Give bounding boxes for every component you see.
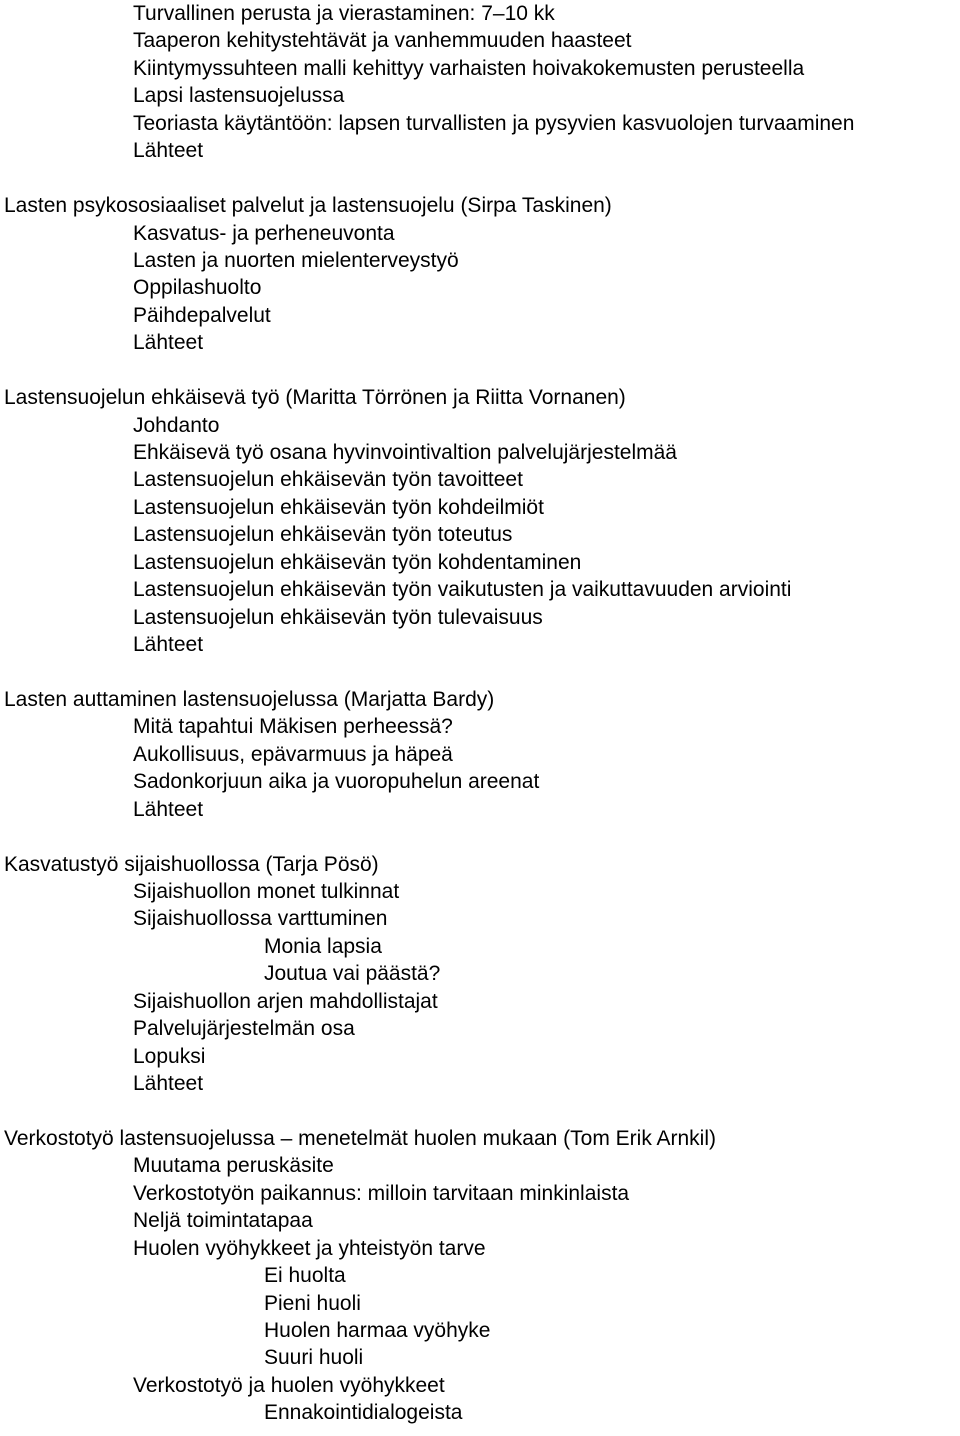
toc-subentry-huolen-harmaa-vyohyke: Huolen harmaa vyöhyke	[264, 1319, 491, 1342]
toc-entry-teoriasta-kaytantoon-lapsen-turvallisten: Teoriasta käytäntöön: lapsen turvallisten ja pysyvien kasvuolojen turvaaminen	[133, 111, 855, 135]
toc-section	[0, 384, 960, 658]
toc-entry-kiintymyssuhteen-malli-kehittyy-varhaist: Kiintymyssuhteen malli kehittyy varhaisten hoivakokemusten perusteella	[133, 56, 805, 80]
toc-entry-lastensuojelun-ehkaisevan-tyon-kohdeilmi: Lastensuojelun ehkäisevän työn kohdeilmiöt	[133, 495, 544, 519]
toc-entry-palvelujarjestelman-osa: Palvelujärjestelmän osa	[133, 1017, 355, 1041]
toc-entry-lastensuojelun-ehkaisevan-tyon-toteutus: Lastensuojelun ehkäisevän työn toteutus	[133, 523, 513, 547]
toc-entry-lasten-ja-nuorten-mielenterveystyo: Lasten ja nuorten mielenterveystyö	[133, 248, 459, 272]
toc-entry-lahteet: Lähteet	[133, 797, 204, 821]
toc-section	[0, 1125, 960, 1427]
toc-entry-mita-tapahtui-makisen-perheessa: Mitä tapahtui Mäkisen perheessä?	[133, 715, 453, 739]
toc-section	[0, 686, 960, 823]
toc-entry-taaperon-kehitystehtavat-ja-vanhemmuuden: Taaperon kehitystehtävät ja vanhemmuuden haasteet	[133, 29, 632, 53]
toc-entry-kasvatus-ja-perheneuvonta: Kasvatus- ja perheneuvonta	[133, 221, 395, 245]
toc-entry-sijaishuollon-monet-tulkinnat: Sijaishuollon monet tulkinnat	[133, 880, 400, 903]
toc-entry-lastensuojelun-ehkaisevan-tyon-tavoittee: Lastensuojelun ehkäisevän työn tavoitteet	[133, 468, 523, 492]
toc-subentry-ei-huolta: Ei huolta	[264, 1264, 346, 1288]
toc-entry-muutama-peruskasite: Muutama peruskäsite	[133, 1154, 334, 1178]
toc-section	[0, 851, 960, 1098]
toc-entry-lopuksi: Lopuksi	[133, 1044, 206, 1068]
toc-subentry-joutua-vai-paasta: Joutua vai päästä?	[264, 962, 441, 986]
toc-entry-aukollisuus-epavarmuus-ja-hapea: Aukollisuus, epävarmuus ja häpeä	[133, 742, 453, 766]
toc-entry-sadonkorjuun-aika-ja-vuoropuhelun-areena: Sadonkorjuun aika ja vuoropuhelun areenat	[133, 770, 540, 794]
toc-entry-lahteet: Lähteet	[133, 139, 204, 163]
toc-subentry-ennakointidialogeista: Ennakointidialogeista	[264, 1401, 463, 1425]
toc-entry-nelja-toimintatapaa: Neljä toimintatapaa	[133, 1209, 313, 1233]
chapter-title: Lastensuojelun ehkäisevä työ (Maritta Törrönen ja Riitta Vornanen)	[4, 386, 626, 410]
toc-entry-huolen-vyohykkeet-ja-yhteistyon-tarve: Huolen vyöhykkeet ja yhteistyön tarve	[133, 1236, 486, 1260]
toc-section	[0, 0, 960, 165]
section-spacer	[0, 357, 960, 384]
toc-entry-ehkaiseva-tyo-osana-hyvinvointivaltion-p: Ehkäisevä työ osana hyvinvointivaltion palvelujärjestelmää	[133, 441, 677, 464]
section-spacer	[0, 1098, 960, 1125]
chapter-title: Lasten auttaminen lastensuojelussa (Marjatta Bardy)	[4, 687, 495, 711]
toc-entry-sijaishuollon-arjen-mahdollistajat: Sijaishuollon arjen mahdollistajat	[133, 989, 438, 1013]
section-spacer	[0, 165, 960, 192]
toc-subentry-monia-lapsia: Monia lapsia	[264, 934, 382, 958]
toc-entry-verkostotyon-paikannus-milloin-tarvitaan: Verkostotyön paikannus: milloin tarvitaan minkinlaista	[133, 1181, 630, 1205]
toc-entry-oppilashuolto: Oppilashuolto	[133, 276, 262, 300]
toc-entry-paihdepalvelut: Päihdepalvelut	[133, 303, 271, 327]
toc-entry-lahteet: Lähteet	[133, 1072, 204, 1096]
toc-subentry-pieni-huoli: Pieni huoli	[264, 1291, 361, 1315]
toc-entry-verkostotyo-ja-huolen-vyohykkeet: Verkostotyö ja huolen vyöhykkeet	[133, 1373, 445, 1397]
chapter-title: Kasvatustyö sijaishuollossa (Tarja Pösö)	[4, 852, 379, 876]
toc-entry-lastensuojelun-ehkaisevan-tyon-tulevaisu: Lastensuojelun ehkäisevän työn tulevaisuus	[133, 605, 543, 629]
chapter-title: Lasten psykososiaaliset palvelut ja lastensuojelu (Sirpa Taskinen)	[4, 194, 612, 218]
toc-section	[0, 192, 960, 357]
section-spacer	[0, 659, 960, 686]
toc-entry-johdanto: Johdanto	[133, 413, 220, 437]
section-spacer	[0, 823, 960, 850]
toc-entry-sijaishuollossa-varttuminen: Sijaishuollossa varttuminen	[133, 907, 388, 931]
toc-entry-turvallinen-perusta-ja-vierastaminen-7-1: Turvallinen perusta ja vierastaminen: 7–10 kk	[133, 2, 555, 25]
toc-subentry-suuri-huoli: Suuri huoli	[264, 1346, 364, 1370]
toc-entry-lastensuojelun-ehkaisevan-tyon-kohdentam: Lastensuojelun ehkäisevän työn kohdentaminen	[133, 550, 582, 574]
toc-entry-lahteet: Lähteet	[133, 331, 204, 355]
toc-entry-lapsi-lastensuojelussa: Lapsi lastensuojelussa	[133, 84, 345, 108]
toc-entry-lastensuojelun-ehkaisevan-tyon-vaikutust: Lastensuojelun ehkäisevän työn vaikutusten ja vaikuttavuuden arviointi	[133, 578, 792, 602]
toc-entry-lahteet: Lähteet	[133, 633, 204, 657]
chapter-title: Verkostotyö lastensuojelussa – menetelmät huolen mukaan (Tom Erik Arnkil)	[4, 1126, 717, 1150]
